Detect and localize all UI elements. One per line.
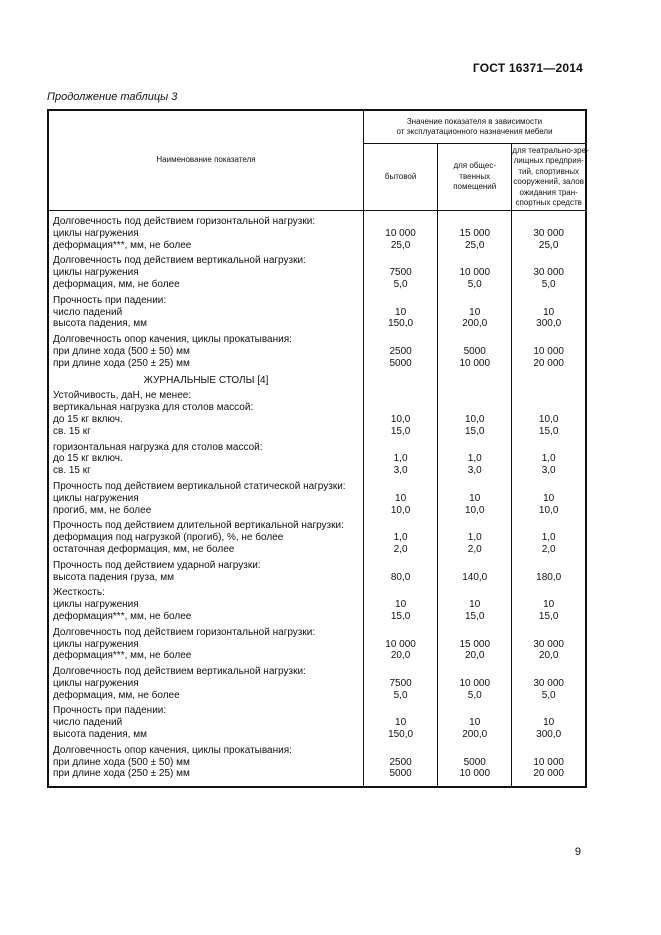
indicator-name-cell xyxy=(48,477,364,516)
indicator-name-cell xyxy=(48,741,364,780)
value-line: 3,0 xyxy=(467,465,482,477)
theatre-value-cell xyxy=(512,701,586,740)
indicator-name-line: Жесткость: xyxy=(53,587,105,599)
value-line: 30 000 xyxy=(533,267,564,279)
indicator-name-line: циклы нагружения xyxy=(53,638,139,650)
indicator-name-line: при длине хода (250 ± 25) мм xyxy=(53,357,190,369)
value-line: 25,0 xyxy=(390,239,411,251)
value-line: 200,0 xyxy=(462,318,488,330)
header-line: для общес- xyxy=(453,161,496,171)
household-value-cell xyxy=(364,477,438,516)
value-line xyxy=(438,442,511,454)
document-number: ГОСТ 16371—2014 xyxy=(472,61,583,75)
indicator-name-cell xyxy=(48,556,364,584)
table-row xyxy=(48,701,586,740)
value-line xyxy=(512,295,585,307)
household-value-cell xyxy=(364,701,438,740)
value-line: 80,0 xyxy=(390,571,411,583)
value-line: 15,0 xyxy=(465,610,485,622)
value-line: 10 000 xyxy=(533,345,564,357)
theatre-value-cell xyxy=(512,516,586,555)
value-line: 10 000 xyxy=(533,756,564,768)
value-line: 15,0 xyxy=(538,425,559,437)
value-line: 10 xyxy=(469,599,481,611)
indicator-name-cell xyxy=(48,438,364,477)
value-line xyxy=(512,255,585,267)
value-line: 1,0 xyxy=(393,532,408,544)
household-value-cell xyxy=(364,556,438,584)
value-line xyxy=(438,745,511,757)
theatre-value-cell xyxy=(512,386,586,437)
indicator-name-line: Долговечность опор качения, циклы прокатывания: xyxy=(53,744,292,756)
value-line: 15 000 xyxy=(459,638,491,650)
public-value-cell xyxy=(438,662,512,701)
section-row xyxy=(48,370,586,387)
indicator-name-line: при длине хода (500 ± 50) мм xyxy=(53,756,190,768)
theatre-value-cell xyxy=(512,662,586,701)
household-value-cell xyxy=(364,662,438,701)
indicator-name-cell xyxy=(48,386,364,437)
value-line xyxy=(438,627,511,639)
public-value-cell xyxy=(438,556,512,584)
value-line: 10 xyxy=(395,599,407,611)
indicator-name-cell xyxy=(48,330,364,369)
value-line xyxy=(438,255,511,267)
value-line: 30 000 xyxy=(533,638,564,650)
value-line xyxy=(512,520,585,532)
value-line xyxy=(512,390,585,402)
indicators-table xyxy=(47,109,587,788)
value-line xyxy=(512,560,585,572)
indicator-name-line: остаточная деформация, мм, не более xyxy=(53,543,235,555)
public-value-cell xyxy=(438,386,512,437)
public-value-cell xyxy=(438,516,512,555)
theatre-value-cell xyxy=(512,556,586,584)
value-line: 10 xyxy=(543,492,555,504)
indicator-name-line: Долговечность под действием горизонтальной нагрузки: xyxy=(53,626,316,638)
value-line: 10 000 xyxy=(385,227,416,239)
indicator-name-line: высота падения, мм xyxy=(53,729,147,741)
header-line: ожидания тран- xyxy=(519,187,578,197)
header-line: лищных предприя- xyxy=(513,156,584,165)
indicator-name-line: высота падения, мм xyxy=(53,318,147,330)
indicator-name-line: высота падения груза, мм xyxy=(53,571,174,583)
public-value-cell xyxy=(438,701,512,740)
table-row xyxy=(48,662,586,701)
theatre-value-cell xyxy=(512,583,586,622)
indicator-name-line: циклы нагружения xyxy=(53,492,139,504)
value-line xyxy=(512,627,585,639)
indicator-name-line: Прочность под действием длительной вертикальной нагрузки: xyxy=(53,520,344,532)
header-line: тий, спортивных xyxy=(518,166,579,176)
value-line: 20,0 xyxy=(538,650,559,662)
value-group-header xyxy=(364,110,587,144)
value-line xyxy=(364,255,437,267)
value-line: 10 xyxy=(469,717,481,729)
value-line: 10,0 xyxy=(465,413,485,425)
value-line xyxy=(364,587,437,599)
indicator-name-cell xyxy=(48,623,364,662)
empty-cell xyxy=(364,780,438,787)
value-line xyxy=(438,666,511,678)
value-line xyxy=(512,334,585,346)
value-line: 10 xyxy=(395,492,407,504)
indicator-name-line: циклы нагружения xyxy=(53,677,139,689)
page-number: 9 xyxy=(574,846,581,858)
theatre-value-cell xyxy=(512,251,586,290)
header-line: твенных xyxy=(459,171,491,181)
household-value-cell xyxy=(364,211,438,252)
household-value-cell xyxy=(364,291,438,330)
empty-cell xyxy=(48,780,364,787)
value-line xyxy=(364,216,437,228)
column-header-household xyxy=(364,144,438,211)
value-line: 30 000 xyxy=(533,227,564,239)
indicator-name-line: св. 15 кг xyxy=(53,425,91,437)
value-line: 5,0 xyxy=(541,689,556,701)
value-line xyxy=(438,216,511,228)
indicator-name-line: прогиб, мм, не более xyxy=(53,504,152,516)
table-caption: Продолжение таблицы 3 xyxy=(47,91,178,103)
indicator-name-line: до 15 кг включ. xyxy=(53,453,123,465)
value-line: 2500 xyxy=(389,756,412,768)
value-line: 10 xyxy=(543,717,555,729)
value-line xyxy=(364,705,437,717)
value-line: 5,0 xyxy=(393,278,408,290)
value-line: 10,0 xyxy=(390,413,411,425)
indicator-name-cell xyxy=(48,662,364,701)
value-line: 5000 xyxy=(389,357,412,369)
header-line: помещений xyxy=(453,182,497,192)
group-header-line: от эксплуатационного назначения мебели xyxy=(396,127,553,136)
indicator-name-cell xyxy=(48,583,364,622)
value-line: 10 000 xyxy=(459,768,491,780)
value-line xyxy=(364,627,437,639)
table-row xyxy=(48,623,586,662)
public-value-cell xyxy=(438,438,512,477)
value-line xyxy=(512,705,585,717)
value-line xyxy=(438,402,511,414)
value-line: 2,0 xyxy=(541,543,556,555)
value-line xyxy=(438,520,511,532)
value-line: 15,0 xyxy=(390,425,411,437)
indicator-name-line: деформация***, мм, не более xyxy=(53,650,192,662)
value-line: 30 000 xyxy=(533,677,564,689)
value-line xyxy=(512,666,585,678)
table-row xyxy=(48,211,586,252)
indicator-name-line: вертикальная нагрузка для столов массой: xyxy=(53,402,254,414)
household-value-cell xyxy=(364,438,438,477)
header-line: для театрально-зре- xyxy=(512,145,589,155)
value-line: 5,0 xyxy=(393,689,408,701)
value-line xyxy=(512,442,585,454)
value-line: 15 000 xyxy=(459,227,491,239)
indicator-name-cell xyxy=(48,701,364,740)
value-line: 5,0 xyxy=(467,278,482,290)
value-line: 1,0 xyxy=(541,532,556,544)
indicator-name-line: горизонтальная нагрузка для столов массой: xyxy=(53,441,263,453)
indicator-name-cell xyxy=(48,516,364,555)
value-line xyxy=(364,745,437,757)
theatre-value-cell xyxy=(512,330,586,369)
value-line xyxy=(512,481,585,493)
header-line: спортных средств xyxy=(515,198,582,207)
theatre-value-cell xyxy=(512,291,586,330)
value-line xyxy=(438,560,511,572)
indicator-name-line: деформация, мм, не более xyxy=(53,689,180,701)
value-line: 10 000 xyxy=(459,677,491,689)
table-row xyxy=(48,386,586,437)
value-line xyxy=(364,295,437,307)
value-line: 3,0 xyxy=(393,465,408,477)
column-header-public xyxy=(438,144,512,211)
value-line: 150,0 xyxy=(388,729,414,741)
value-line: 5,0 xyxy=(467,689,482,701)
value-line xyxy=(364,481,437,493)
value-line: 10 000 xyxy=(459,357,491,369)
indicator-name-line: Долговечность под действием вертикальной нагрузки: xyxy=(53,666,306,678)
table-row xyxy=(48,291,586,330)
empty-cell xyxy=(512,780,586,787)
household-value-cell xyxy=(364,251,438,290)
household-value-cell xyxy=(364,386,438,437)
table-row xyxy=(48,741,586,780)
value-line: 1,0 xyxy=(467,453,482,465)
value-line: 15,0 xyxy=(465,425,485,437)
indicator-name-cell xyxy=(48,291,364,330)
indicator-name-line: Прочность под действием вертикальной статической нагрузки: xyxy=(53,480,346,492)
indicator-name-cell xyxy=(48,251,364,290)
household-value-cell xyxy=(364,741,438,780)
value-line xyxy=(512,587,585,599)
value-line: 5000 xyxy=(463,756,486,768)
indicator-name-line: Устойчивость, даН, не менее: xyxy=(53,390,192,402)
theatre-value-cell xyxy=(512,211,586,252)
household-value-cell xyxy=(364,330,438,369)
value-line: 2500 xyxy=(389,345,412,357)
indicator-name-line: Долговечность под действием горизонтальной нагрузки: xyxy=(53,216,316,227)
table-row xyxy=(48,556,586,584)
value-line: 5000 xyxy=(463,345,486,357)
table-row xyxy=(48,330,586,369)
indicator-name-line: Прочность под действием ударной нагрузки: xyxy=(53,559,261,571)
indicator-name-line: св. 15 кг xyxy=(53,465,91,477)
household-value-cell xyxy=(364,583,438,622)
value-line xyxy=(364,666,437,678)
empty-cell xyxy=(438,370,512,387)
value-line: 15,0 xyxy=(538,610,559,622)
value-line: 10,0 xyxy=(538,504,559,516)
value-line: 7500 xyxy=(389,267,412,279)
value-line: 20 000 xyxy=(533,357,564,369)
value-line: 10,0 xyxy=(538,413,559,425)
indicator-name-line: при длине хода (500 ± 50) мм xyxy=(53,345,190,357)
table-row xyxy=(48,438,586,477)
public-value-cell xyxy=(438,583,512,622)
value-line: 25,0 xyxy=(465,239,485,251)
value-line xyxy=(364,390,437,402)
indicator-name-line: число падений xyxy=(53,717,123,729)
value-line: 20,0 xyxy=(465,650,485,662)
value-line: 5000 xyxy=(389,768,412,780)
value-line: 150,0 xyxy=(388,318,414,330)
value-line: 20 000 xyxy=(533,768,564,780)
value-line xyxy=(438,390,511,402)
table-row xyxy=(48,477,586,516)
public-value-cell xyxy=(438,330,512,369)
indicator-name-line: Долговечность опор качения, циклы прокатывания: xyxy=(53,334,292,346)
value-line: 1,0 xyxy=(541,453,556,465)
value-line: 15,0 xyxy=(390,610,411,622)
indicator-name-line: деформация, мм, не более xyxy=(53,278,180,290)
column-header-theatre xyxy=(512,144,589,211)
theatre-value-cell xyxy=(512,741,586,780)
table-bottom-spacer xyxy=(48,780,586,787)
table-row xyxy=(48,583,586,622)
theatre-value-cell xyxy=(512,623,586,662)
value-line: 5,0 xyxy=(541,278,556,290)
value-line xyxy=(364,560,437,572)
value-line xyxy=(364,334,437,346)
value-line xyxy=(364,402,437,414)
value-line: 180,0 xyxy=(536,571,562,583)
value-line: 10 xyxy=(469,492,481,504)
value-line xyxy=(438,334,511,346)
indicator-name-line: Прочность при падении: xyxy=(53,705,167,717)
value-line xyxy=(438,587,511,599)
value-line: 1,0 xyxy=(467,532,482,544)
theatre-value-cell xyxy=(512,438,586,477)
table-row xyxy=(48,251,586,290)
public-value-cell xyxy=(438,477,512,516)
indicator-name-line: деформация***, мм, не более xyxy=(53,239,192,251)
indicator-name-line: число падений xyxy=(53,306,123,318)
public-value-cell xyxy=(438,623,512,662)
value-line xyxy=(438,295,511,307)
public-value-cell xyxy=(438,211,512,252)
value-line: 200,0 xyxy=(462,729,488,741)
value-line xyxy=(364,520,437,532)
value-line xyxy=(438,705,511,717)
theatre-value-cell xyxy=(512,477,586,516)
value-line: 10 xyxy=(543,306,555,318)
value-line: 140,0 xyxy=(462,571,488,583)
value-line xyxy=(512,216,585,228)
value-line: 10 xyxy=(543,599,555,611)
value-line: 2,0 xyxy=(393,543,408,555)
value-line: 3,0 xyxy=(541,465,556,477)
household-value-cell xyxy=(364,516,438,555)
value-line: 10 xyxy=(395,717,407,729)
public-value-cell xyxy=(438,291,512,330)
value-line: 10 000 xyxy=(385,638,416,650)
public-value-cell xyxy=(438,251,512,290)
empty-cell xyxy=(438,780,512,787)
value-line: 1,0 xyxy=(393,453,408,465)
value-line xyxy=(364,442,437,454)
value-line xyxy=(512,402,585,414)
header-line: бытовой xyxy=(384,171,417,181)
value-line: 300,0 xyxy=(536,729,562,741)
indicator-name-line: циклы нагружения xyxy=(53,227,139,239)
name-column-header: Наименование показателя xyxy=(48,110,364,211)
indicator-name-cell xyxy=(48,211,364,252)
value-line: 10,0 xyxy=(390,504,411,516)
indicator-name-line: деформация***, мм, не более xyxy=(53,610,192,622)
indicator-name-line: циклы нагружения xyxy=(53,599,139,611)
indicator-name-line: Долговечность под действием вертикальной нагрузки: xyxy=(53,255,306,267)
indicator-name-line: при длине хода (250 ± 25) мм xyxy=(53,768,190,780)
value-line: 10 000 xyxy=(459,267,491,279)
public-value-cell xyxy=(438,741,512,780)
value-line xyxy=(512,745,585,757)
table-row xyxy=(48,516,586,555)
indicator-name-line: циклы нагружения xyxy=(53,267,139,279)
indicator-name-line: до 15 кг включ. xyxy=(53,413,123,425)
household-value-cell xyxy=(364,623,438,662)
value-line: 25,0 xyxy=(538,239,559,251)
empty-cell xyxy=(512,370,586,387)
value-line: 10 xyxy=(469,306,481,318)
section-title: ЖУРНАЛЬНЫЕ СТОЛЫ [4] xyxy=(48,370,364,387)
indicator-name-line: деформация под нагрузкой (прогиб), %, не более xyxy=(53,532,284,544)
value-line: 7500 xyxy=(389,677,412,689)
group-header-line: Значение показателя в зависимости xyxy=(406,116,543,126)
indicator-name-line: Прочность при падении: xyxy=(53,294,167,306)
value-line: 10,0 xyxy=(465,504,485,516)
value-line: 10 xyxy=(395,306,407,318)
header-line: сооружений, залов xyxy=(513,177,584,186)
empty-cell xyxy=(364,370,438,387)
value-line: 20,0 xyxy=(390,650,411,662)
value-line: 300,0 xyxy=(536,318,562,330)
table-body xyxy=(48,211,586,788)
value-line: 2,0 xyxy=(467,543,482,555)
value-line xyxy=(438,481,511,493)
